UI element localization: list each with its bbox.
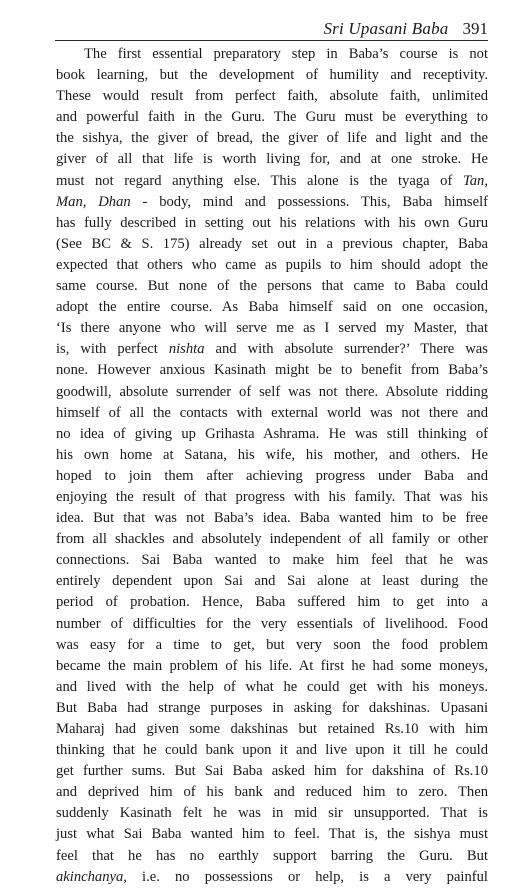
text-line: (See BC & S. 175) already set out in a previous chapter, Baba: [56, 235, 488, 252]
running-header: [55, 14, 488, 41]
text-line: entirely dependent upon Sai and Sai alone at least during the: [56, 573, 488, 590]
text-line: none. However anxious Kasinath might be to benefit from Baba’s: [56, 362, 488, 379]
text-line: Maharaj had given some dakshinas but retained Rs.10 with him: [56, 721, 488, 737]
text-line: and lived with the help of what he could get with his moneys.: [56, 678, 488, 695]
text-line: suddenly Kasinath felt he was in mid sir unsupported. That is: [56, 805, 488, 822]
text-line: period of probation. Hence, Baba suffered him to get into a: [56, 594, 488, 611]
text-line: goodwill, absolute surrender of self was not there. Absolute ridding: [56, 383, 488, 400]
text-line: and powerful faith in the Guru. The Guru must be everything to: [56, 109, 488, 126]
text-line: thinking that he could bank upon it and live upon it till he could: [56, 742, 488, 759]
text-line: himself of all the contacts with external world was not there and: [56, 404, 488, 421]
text-segment: must not regard anything else. This alone is the tyaga of: [56, 172, 453, 189]
text-line: giver of all that life is worth living for, and at one stroke. He: [56, 151, 488, 168]
text-line: The first essential preparatory step in Baba’s course is not: [84, 46, 488, 62]
text-line: the sishya, the giver of bread, the giver of life and light and the: [56, 130, 488, 147]
page-number: 391: [462, 19, 488, 38]
text-line: just what Sai Baba wanted him to feel. That is, the sishya must: [56, 826, 488, 843]
italic-term: nishta: [168, 341, 205, 358]
text-line: connections. Sai Baba wanted to make him feel that he was: [56, 552, 488, 569]
running-title: Sri Upasani Baba: [323, 19, 449, 38]
italic-term: Man, Dhan: [56, 193, 131, 210]
text-line: enjoying the result of that progress with his family. That was his: [56, 488, 488, 505]
text-line: [56, 339, 488, 360]
text-line: [56, 867, 488, 888]
text-line: was easy for a time to get, but very soon the food problem: [56, 636, 488, 653]
text-segment: is, with perfect: [56, 341, 158, 358]
text-line: These would result from perfect faith, absolute faith, unlimited: [56, 88, 488, 105]
italic-term: akinchanya,: [56, 868, 127, 885]
text-line: get further sums. But Sai Baba asked him for dakshina of Rs.10: [56, 763, 488, 780]
text-line: feel that he has no earthly support barring the Guru. But: [56, 847, 488, 864]
text-line: idea. But that was not Baba’s idea. Baba wanted him to be free: [56, 510, 488, 527]
text-line: became the main problem of his life. At first he had some moneys,: [56, 657, 488, 674]
text-segment: - body, mind and possessions. This, Baba himself: [130, 193, 488, 210]
text-line: and deprived him of his bank and reduced him to zero. Then: [56, 784, 488, 801]
text-line: ‘Is there anyone who will serve me as I served my Master, that: [56, 320, 488, 337]
text-line: [56, 171, 488, 192]
text-line: expected that others who came as pupils to him should adopt the: [56, 256, 488, 273]
text-line: adopt the entire course. As Baba himself said on one occasion,: [56, 299, 488, 316]
text-line: his own home at Satana, his wife, his mother, and others. He: [56, 446, 488, 463]
text-line: [56, 192, 488, 213]
text-line: But Baba had strange purposes in asking for dakshinas. Upasani: [56, 699, 488, 716]
text-line: same course. But none of the persons that came to Baba could: [56, 278, 488, 295]
italic-term: Tan,: [462, 172, 488, 189]
text-line: from all shackles and absolutely independent of all family or other: [56, 531, 488, 548]
text-line: book learning, but the development of humility and receptivity.: [56, 67, 488, 84]
text-line: hoped to join them after achieving progress under Baba and: [56, 467, 488, 484]
text-segment: i.e. no possessions or help, is a very painful: [126, 868, 488, 885]
text-line: number of difficulties for the very essentials of livelihood. Food: [56, 615, 488, 632]
text-line: no idea of giving up Grihasta Ashrama. He was still thinking of: [56, 425, 488, 442]
body-paragraph: [56, 44, 488, 888]
text-line: has fully described in setting out his relations with his own Guru: [56, 214, 488, 231]
text-segment: and with absolute surrender?’ There was: [215, 341, 488, 358]
